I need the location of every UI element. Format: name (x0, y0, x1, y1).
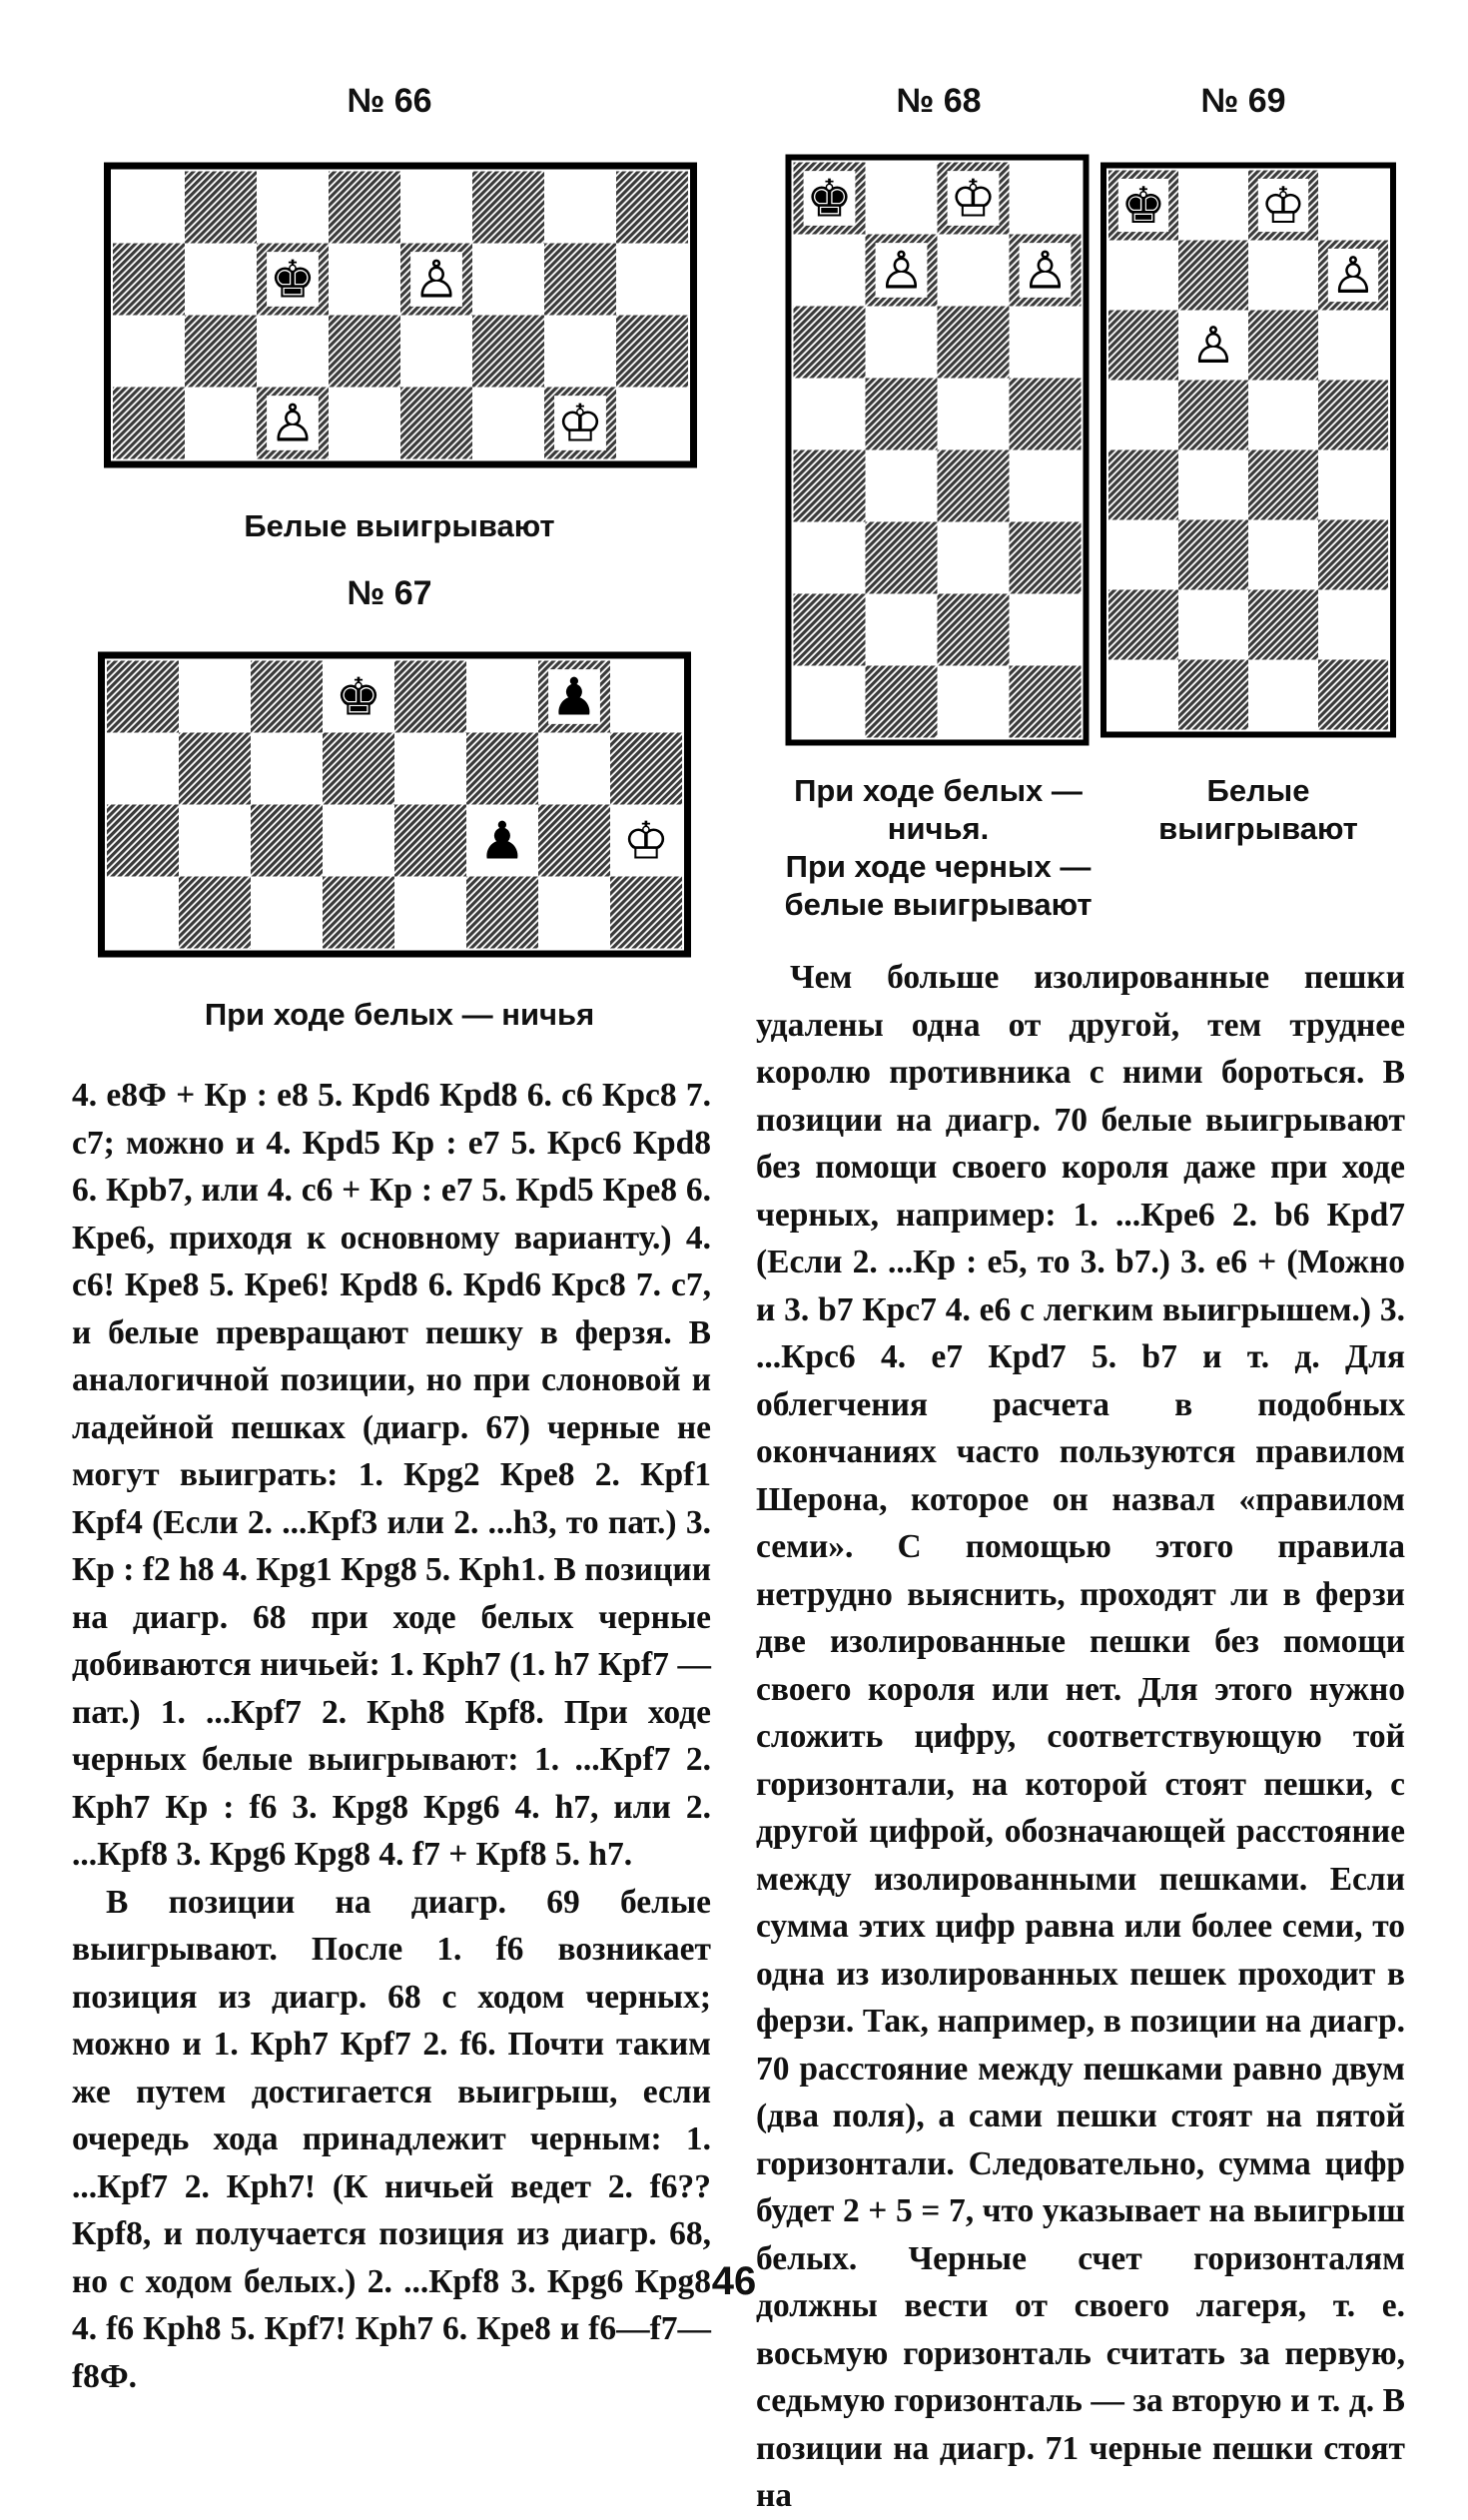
chessboard-69 (1099, 145, 1398, 755)
white-pawn-icon: ♙ (1022, 241, 1069, 302)
light-square (1318, 590, 1388, 660)
dark-square (472, 316, 544, 388)
dark-square (107, 661, 179, 733)
light-square (1010, 307, 1082, 379)
light-square (938, 522, 1010, 594)
dark-square (538, 805, 610, 877)
dark-square (866, 379, 938, 450)
dark-square (1178, 660, 1248, 730)
dark-square (610, 733, 682, 805)
dark-square (938, 450, 1010, 522)
dark-square (866, 522, 938, 594)
dark-square (329, 172, 400, 244)
diagram-67-caption: При ходе белых — ничья (204, 997, 595, 1032)
light-square (257, 316, 329, 388)
light-square (1178, 450, 1248, 520)
light-square (1108, 381, 1178, 450)
dark-square (1010, 379, 1082, 450)
dark-square (616, 316, 688, 388)
caption-line: белые выигрывают (784, 887, 1093, 922)
light-square (794, 235, 866, 307)
light-square (866, 594, 938, 666)
dark-square (323, 733, 394, 805)
light-square (1318, 311, 1388, 381)
dark-square (1178, 520, 1248, 590)
light-square (538, 733, 610, 805)
light-square (544, 172, 616, 244)
light-square (1108, 520, 1178, 590)
caption-line: выигрывают (1158, 811, 1358, 846)
white-pawn-icon: ♙ (878, 241, 925, 302)
dark-square (544, 244, 616, 316)
black-king-icon: ♚ (1120, 176, 1166, 235)
caption-line: При ходе черных — (785, 849, 1092, 884)
dark-square (251, 805, 323, 877)
light-square (1108, 241, 1178, 311)
diagram-66-caption: Белые выигрывают (244, 508, 555, 543)
chessboard-66 (86, 157, 715, 473)
dark-square (466, 733, 538, 805)
paragraph: В позиции на диагр. 69 белые выигрывают. После 1. f6 возникает позиция из диагр. 68 с ходом черных; можно и 1. Крh7 Крf7 2. f6. Почти таким же путем достигается выигрыш, если очередь хода принадлежит черным: 1. ...Крf7 2. Крh7! (К ничьей ведет 2. f6?? Крf8, и получается позиция из диагр. 68, но с ходом белых.) 2. ...Крf8 3. Крg6 Крg8 4. f6 Крh8 5. Крf7! Крh7 6. Крe8 и f6—f7—f8Ф. (72, 1883, 711, 2395)
light-square (179, 661, 251, 733)
light-square (938, 666, 1010, 738)
light-square (394, 733, 466, 805)
light-square (329, 388, 400, 459)
dark-square (113, 244, 185, 316)
diagram-68-caption (756, 772, 1120, 924)
diagram-66-title: № 66 (347, 82, 432, 120)
light-square (794, 522, 866, 594)
dark-square (1318, 381, 1388, 450)
dark-square (251, 661, 323, 733)
diagram-67-title: № 67 (347, 574, 432, 612)
black-king-icon: ♚ (269, 250, 317, 311)
light-square (113, 316, 185, 388)
dark-square (179, 733, 251, 805)
white-pawn-icon: ♙ (1330, 246, 1376, 305)
light-square (185, 244, 257, 316)
light-square (866, 163, 938, 235)
left-text-column (72, 1072, 711, 2400)
dark-square (1178, 241, 1248, 311)
light-square (1248, 660, 1318, 730)
page-number: 46 (711, 2259, 757, 2303)
light-square (400, 172, 472, 244)
dark-square (1248, 311, 1318, 381)
dark-square (323, 877, 394, 949)
white-king-icon: ♔ (622, 811, 670, 872)
paragraph: 4. e8Ф + Кр : e8 5. Крd6 Крd8 6. c6 Крc8 7. c7; можно и 4. Крd5 Кр : e7 5. Крc6 Крd8 6. Крb7, или 4. c6 + Кр : e7 5. Крd5 Крe8 6. Крe6, приходя к основному варианту.) 4. c6! Крe8 5. Крe6! Крd8 6. Крd6 Крc8 7. c7, и белые превращают пешку в ферзя. В аналогичной позиции, но при слоновой и ладейной пешках (диагр. 67) черные не могут выиграть: 1. Крg2 Крe8 2. Крf1 Крf4 (Если 2. ...Крf3 или 2. ...h3, то пат.) 3. Кр : f2 h8 4. Крg1 Крg8 5. Крh1. В позиции на диагр. 68 при ходе белых черные добиваются ничьей: 1. Крh7 (1. h7 Крf7 — пат.) 1. ...Крf7 2. Крh8 Крf8. При ходе черных белые выигрывают: 1. ...Крf7 2. Крh7 Кр : f6 3. Крg8 Крg6 4. h7, или 2. ...Крf8 3. Крg6 Крg8 4. f7 + Крf8 5. h7. (72, 1077, 711, 1873)
caption-line: ничья. (887, 811, 990, 846)
chessboard-68 (781, 145, 1094, 755)
light-square (610, 661, 682, 733)
dark-square (394, 805, 466, 877)
caption-line: При ходе белых — (794, 773, 1083, 808)
light-square (938, 379, 1010, 450)
light-square (1178, 590, 1248, 660)
light-square (113, 172, 185, 244)
light-square (323, 805, 394, 877)
light-square (616, 244, 688, 316)
light-square (472, 388, 544, 459)
light-square (1010, 450, 1082, 522)
dark-square (107, 805, 179, 877)
dark-square (1108, 311, 1178, 381)
white-pawn-icon: ♙ (412, 250, 460, 311)
diagram-68-title: № 68 (896, 82, 982, 120)
light-square (400, 316, 472, 388)
dark-square (113, 388, 185, 459)
dark-square (938, 307, 1010, 379)
dark-square (794, 594, 866, 666)
paragraph: Чем больше изолированные пешки удалены одна от другой, тем труднее королю противника с ними бороться. В позиции на диагр. 70 белые выигрывают без помощи своего короля даже при ходе черных, например: 1. ...Крe6 2. b6 Крd7 (Если 2. ...Кр : e5, то 3. b7.) 3. e6 + (Можно и 3. b7 Крc7 4. e6 с легким выигрышем.) 3. ...Крc6 4. e7 Крd7 5. b7 и т. д. Для облегчения расчета в подобных окончаниях часто пользуются правилом Шерона, которое он назвал «правилом семи». С помощью этого правила нетрудно выяснить, проходят ли в ферзи две изолированные пешки без помощи своего короля или нет. Для этого нужно сложить цифру, соответствующую той горизонтали, на которой стоят пешки, с другой цифрой, обозначающей расстояние между изолированными пешками. Если сумма этих цифр равна или более семи, то одна из изолированных пешек проходит в ферзи. Так, например, в позиции на диагр. 70 расстояние между пешками равно двум (два поля), а сами пешки стоят на пятой горизонтали. Следовательно, сумма цифр будет 2 + 5 = 7, что указывает на выигрыш белых. Черные счет горизонталям должны вести от своего лагеря, т. е. восьмую горизонталь считать за первую, седьмую горизонталь — за вторую и т. д. В позиции на диагр. 71 черные пешки стоят на (756, 959, 1405, 2514)
light-square (251, 733, 323, 805)
light-square (1318, 171, 1388, 241)
black-pawn-icon: ♟ (478, 811, 526, 872)
chessboard-67 (86, 646, 703, 963)
dark-square (1108, 590, 1178, 660)
dark-square (185, 172, 257, 244)
black-pawn-icon: ♟ (550, 667, 598, 728)
light-square (1108, 660, 1178, 730)
dark-square (1108, 450, 1178, 520)
light-square (1010, 163, 1082, 235)
light-square (179, 805, 251, 877)
light-square (1248, 381, 1318, 450)
light-square (107, 733, 179, 805)
light-square (257, 172, 329, 244)
light-square (107, 877, 179, 949)
light-square (794, 379, 866, 450)
light-square (1318, 450, 1388, 520)
diagram-69-title: № 69 (1200, 82, 1286, 120)
light-square (466, 661, 538, 733)
light-square (1178, 171, 1248, 241)
diagram-69-caption (1118, 772, 1398, 848)
white-king-icon: ♔ (1260, 176, 1306, 235)
dark-square (938, 594, 1010, 666)
light-square (794, 666, 866, 738)
light-square (329, 244, 400, 316)
dark-square (179, 877, 251, 949)
light-square (866, 450, 938, 522)
dark-square (1318, 660, 1388, 730)
dark-square (616, 172, 688, 244)
dark-square (866, 666, 938, 738)
light-square (1010, 594, 1082, 666)
light-square (472, 244, 544, 316)
light-square (538, 877, 610, 949)
dark-square (1010, 522, 1082, 594)
dark-square (794, 450, 866, 522)
dark-square (794, 307, 866, 379)
dark-square (472, 172, 544, 244)
dark-square (400, 388, 472, 459)
black-king-icon: ♚ (335, 667, 382, 728)
white-king-icon: ♔ (950, 169, 997, 230)
dark-square (1178, 381, 1248, 450)
white-king-icon: ♔ (556, 394, 604, 454)
light-square (544, 316, 616, 388)
dark-square (1248, 450, 1318, 520)
light-square (938, 235, 1010, 307)
light-square (616, 388, 688, 459)
dark-square (394, 661, 466, 733)
caption-line: Белые (1206, 773, 1310, 808)
white-pawn-icon: ♙ (269, 394, 317, 454)
white-pawn-icon: ♙ (1190, 316, 1236, 375)
dark-square (185, 316, 257, 388)
dark-square (1318, 520, 1388, 590)
dark-square (1010, 666, 1082, 738)
light-square (251, 877, 323, 949)
dark-square (466, 877, 538, 949)
light-square (866, 307, 938, 379)
light-square (185, 388, 257, 459)
black-king-icon: ♚ (806, 169, 853, 230)
dark-square (610, 877, 682, 949)
dark-square (1248, 590, 1318, 660)
light-square (1248, 520, 1318, 590)
dark-square (329, 316, 400, 388)
light-square (1248, 241, 1318, 311)
light-square (394, 877, 466, 949)
